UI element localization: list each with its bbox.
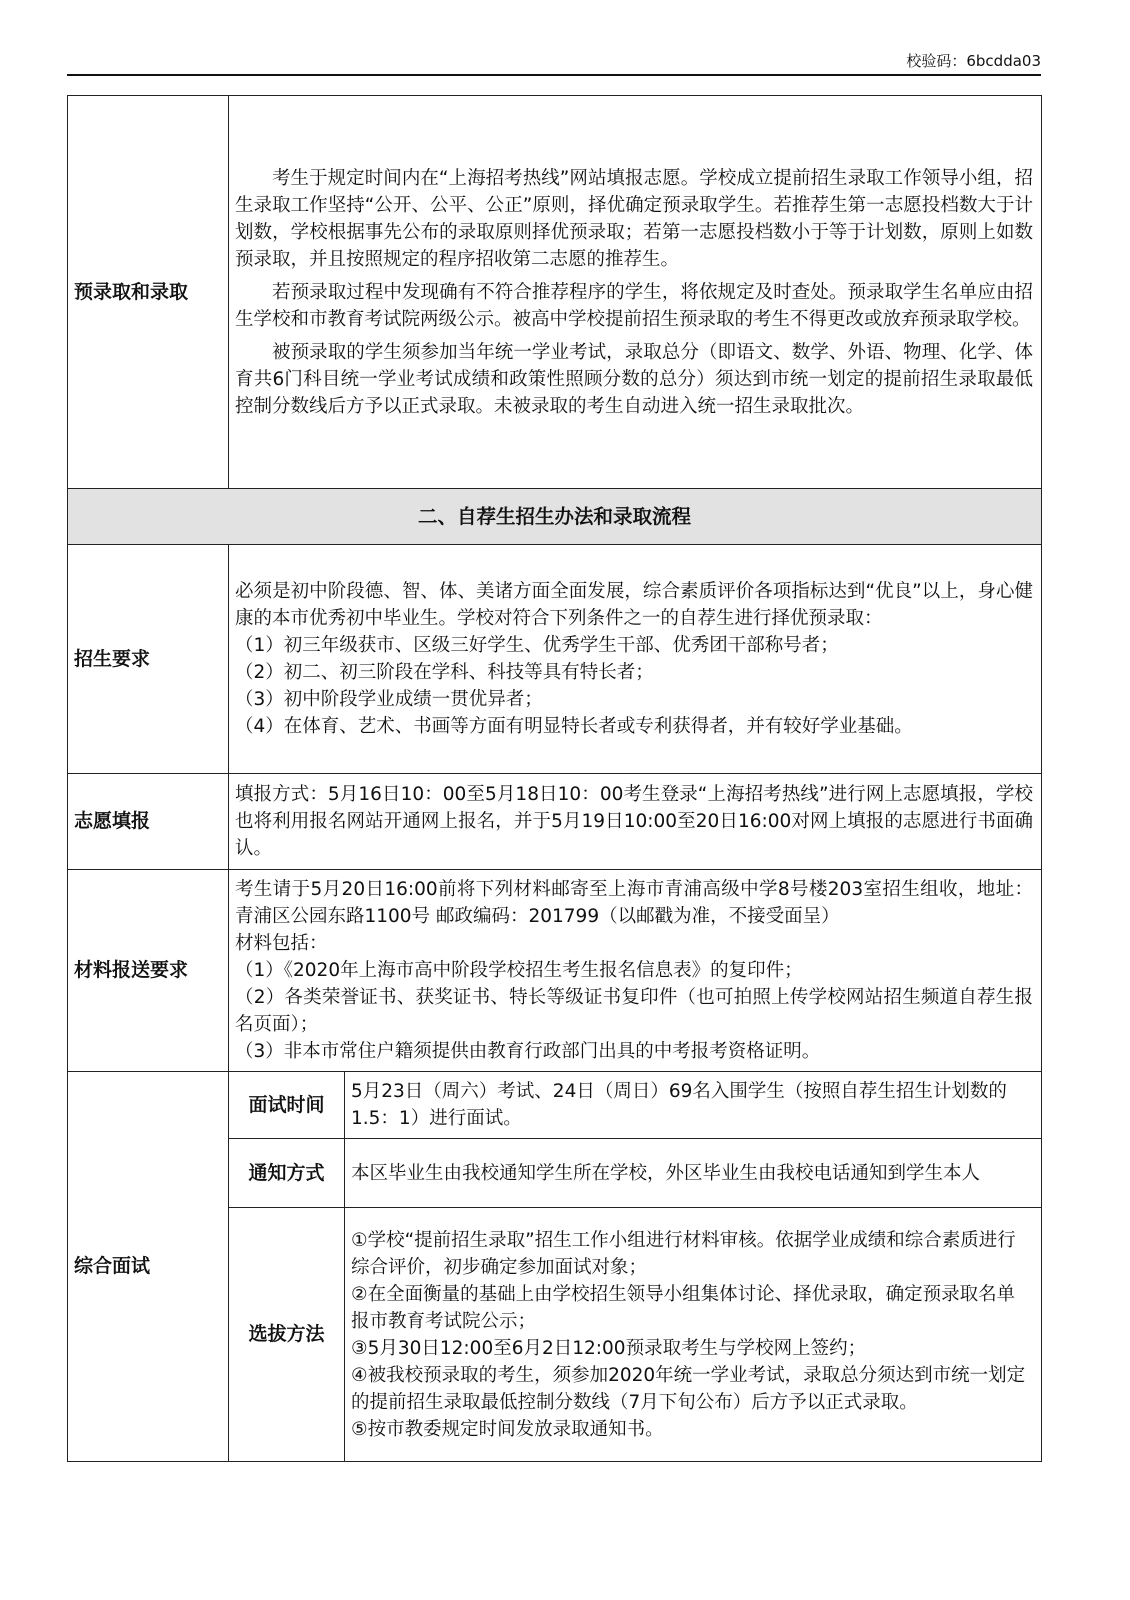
list-item: 必须是初中阶段德、智、体、美诸方面全面发展，综合素质评价各项指标达到“优良”以上，身心健康的本市优秀初中毕业生。学校对符合下列条件之一的自荐生进行择优预录取： (235, 581, 1034, 629)
list-item: （3）初中阶段学业成绩一贯优异者； (235, 689, 543, 710)
label-application: 志愿填报 (68, 774, 229, 870)
list-item: （3）非本市常住户籍须提供由教育行政部门出具的中考报考资格证明。 (235, 1041, 821, 1062)
list-item: 材料包括： (235, 933, 328, 954)
list-item: （4）在体育、艺术、书画等方面有明显特长者或专利获得者，并有较好学业基础。 (235, 716, 913, 737)
selection-method-content (345, 1208, 1042, 1462)
content-requirements (229, 545, 1042, 774)
label-pre-admission: 预录取和录取 (68, 96, 229, 489)
list-item: ③5月30日12:00至6月2日12:00预录取考生与学校网上签约； (351, 1337, 867, 1359)
content-materials (229, 870, 1042, 1072)
verification-code: 校验码：6bcdda03 (906, 52, 1041, 70)
row-interview-time (68, 1072, 1042, 1139)
notice-method-text: 本区毕业生由我校通知学生所在学校，外区毕业生由我校电话通知到学生本人 (345, 1139, 1042, 1208)
row-section-title (68, 489, 1042, 545)
label-requirements: 招生要求 (68, 545, 229, 774)
row-materials (68, 870, 1042, 1072)
content-pre-admission (229, 96, 1042, 489)
row-application (68, 774, 1042, 870)
list-item: （1）初三年级获市、区级三好学生、优秀学生干部、优秀团干部称号者； (235, 635, 839, 656)
list-item: （2）各类荣誉证书、获奖证书、特长等级证书复印件（也可拍照上传学校网站招生频道自荐生报名页面）； (235, 987, 1034, 1035)
list-item: （1）《2020年上海市高中阶段学校招生考生报名信息表》的复印件； (235, 960, 803, 981)
label-notice-method: 通知方式 (229, 1139, 345, 1208)
row-pre-admission (68, 96, 1042, 489)
interview-time-text: 5月23日（周六）考试、24日（周日）69名入围学生（按照自荐生招生计划数的1.5：1）进行面试。 (345, 1072, 1042, 1139)
row-requirements (68, 545, 1042, 774)
list-item: （2）初二、初三阶段在学科、科技等具有特长者； (235, 662, 654, 683)
list-item: ④被我校预录取的考生，须参加2020年统一学业考试，录取总分须达到市统一划定的提前招生录取最低控制分数线（7月下旬公布）后方予以正式录取。 (351, 1364, 1026, 1413)
paragraph: 被预录取的学生须参加当年统一学业考试，录取总分（即语文、数学、外语、物理、化学、体育共6门科目统一学业考试成绩和政策性照顾分数的总分）须达到市统一划定的提前招生录取最低控制分数线后方予以正式录取。未被录取的考生自动进入统一招生录取批次。 (235, 341, 1034, 417)
content-application: 填报方式：5月16日10：00至5月18日10：00考生登录“上海招考热线”进行网上志愿填报，学校也将利用报名网站开通网上报名，并于5月19日10:00至20日16:00对网上填报的志愿进行书面确认。 (229, 774, 1042, 870)
section-title: 二、自荐生招生办法和录取流程 (68, 489, 1042, 545)
label-selection-method: 选拔方法 (229, 1208, 345, 1462)
paragraph: 考生于规定时间内在“上海招考热线”网站填报志愿。学校成立提前招生录取工作领导小组，招生录取工作坚持“公开、公平、公正”原则，择优确定预录取学生。若推荐生第一志愿投档数大于计划数，学校根据事先公布的录取原则择优预录取；若第一志愿投档数小于等于计划数，原则上如数预录取，并且按照规定的程序招收第二志愿的推荐生。 (235, 167, 1034, 270)
admission-table (67, 95, 1042, 1462)
list-item: ②在全面衡量的基础上由学校招生领导小组集体讨论、择优录取，确定预录取名单报市教育考试院公示； (351, 1283, 1016, 1332)
list-item: 考生请于5月20日16:00前将下列材料邮寄至上海市青浦高级中学8号楼203室招生组收，地址：青浦区公园东路1100号 邮政编码：201799（以邮戳为准，不接受面呈） (235, 879, 1034, 927)
list-item: ⑤按市教委规定时间发放录取通知书。 (351, 1418, 664, 1440)
label-interview: 综合面试 (68, 1072, 229, 1462)
label-materials: 材料报送要求 (68, 870, 229, 1072)
page-header (67, 48, 1041, 76)
label-interview-time: 面试时间 (229, 1072, 345, 1139)
paragraph: 若预录取过程中发现确有不符合推荐程序的学生，将依规定及时查处。预录取学生名单应由招生学校和市教育考试院两级公示。被高中学校提前招生预录取的考生不得更改或放弃预录取学校。 (235, 281, 1034, 330)
list-item: ①学校“提前招生录取”招生工作小组进行材料审核。依据学业成绩和综合素质进行综合评价，初步确定参加面试对象； (351, 1229, 1016, 1278)
